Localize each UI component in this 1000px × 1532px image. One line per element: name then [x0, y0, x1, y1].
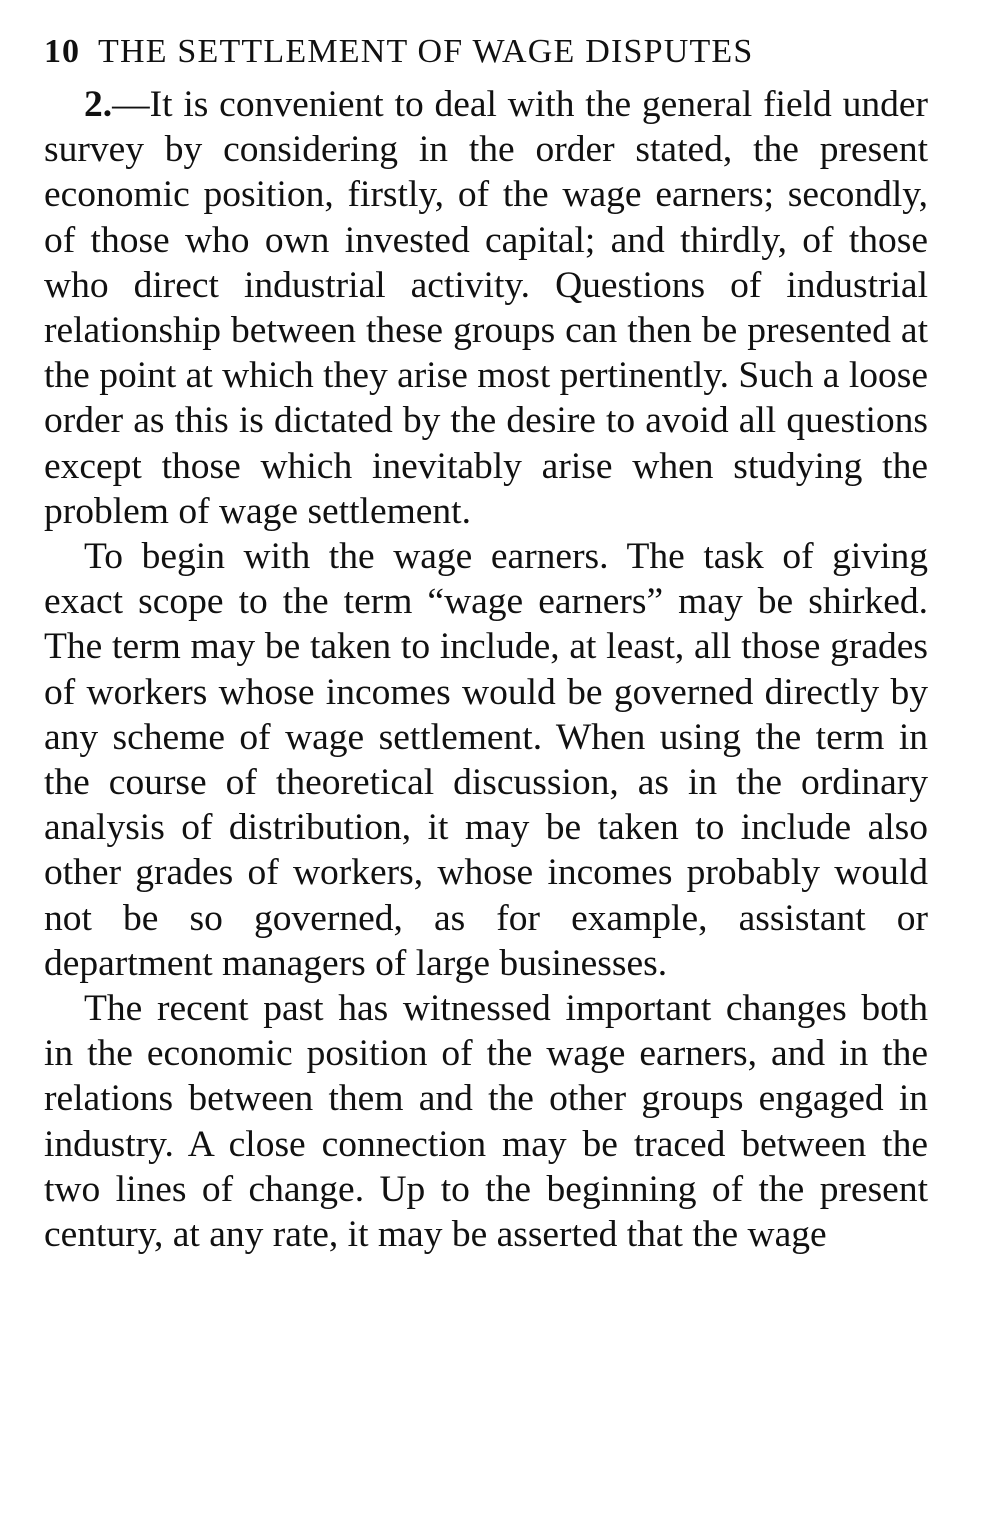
document-page	[44, 30, 928, 1257]
paragraph-recent-past	[44, 986, 928, 1257]
paragraph-text: The recent past has witnessed important changes both in the economic position of the wage earners, and in the relations between them and the other groups engaged in industry. A close connection may be traced between the two lines of change. Up to the beginning of the present century, at any rate, it may be asserted that the wage	[44, 988, 928, 1256]
paragraph-text: To begin with the wage earners. The task of giving exact scope to the term “wage earners” may be shirked. The term may be taken to include, at least, all those grades of workers whose incomes would be governed directly by any scheme of wage settlement. When using the term in the course of theoretical discussion, as in the ordinary analysis of distribution, it may be taken to include also other grades of workers, whose incomes probably would not be so governed, as for example, assistant or department managers of large businesses.	[44, 536, 928, 984]
paragraph-text: —It is convenient to deal with the general field under survey by considering in the order stated, the present economic position, firstly, of the wage earners; secondly, of those who own invested capital; and thirdly, of those who direct industrial activity. Questions of industrial relationship between these groups can then be presented at the point at which they arise most pertinently. Such a loose order as this is dictated by the desire to avoid all questions except those which inevitably arise when studying the problem of wage settlement.	[44, 84, 928, 532]
paragraph-wage-earners	[44, 534, 928, 986]
page-number: 10	[44, 33, 80, 70]
running-header	[44, 30, 928, 74]
page-header-title: THE SETTLEMENT OF WAGE DISPUTES	[98, 33, 754, 70]
paragraph-section-2	[44, 82, 928, 534]
section-number: 2.	[84, 84, 113, 125]
